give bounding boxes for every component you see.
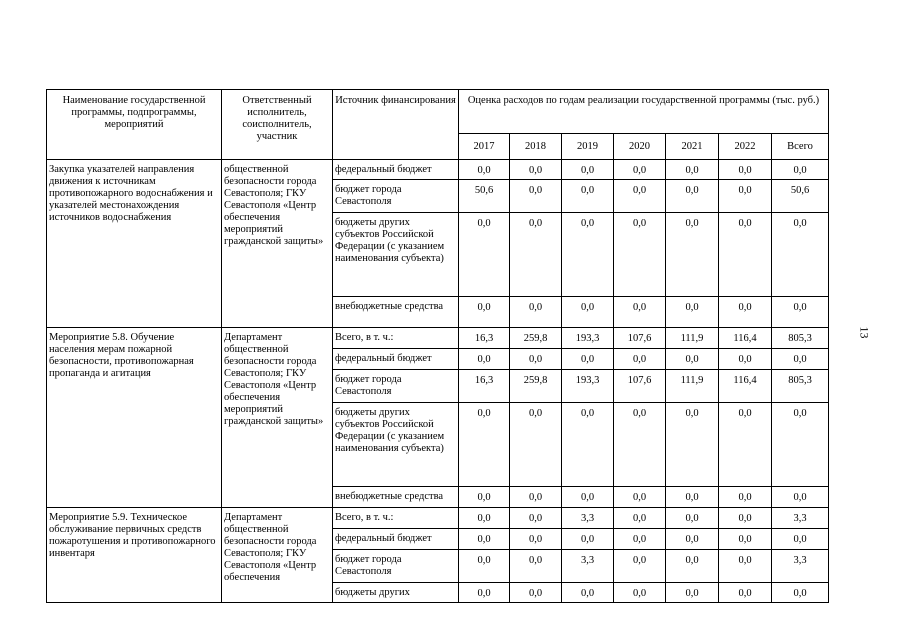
header-expense-estimate: Оценка расходов по годам реализации государственной программы (тыс. руб.) [459, 90, 829, 134]
year-value-cell: 0,0 [562, 403, 614, 487]
year-value-cell: 16,3 [459, 370, 510, 403]
year-value-cell: 0,0 [459, 403, 510, 487]
year-value-cell: 3,3 [562, 508, 614, 529]
year-value-cell: 0,0 [510, 487, 562, 508]
funding-source-cell: внебюджетные средства [333, 297, 459, 328]
year-value-cell: 107,6 [614, 370, 666, 403]
year-value-cell: 0,0 [666, 403, 719, 487]
funding-source-cell: Всего, в т. ч.: [333, 328, 459, 349]
program-name-cell: Мероприятие 5.9. Техническое обслуживание первичных средств пожаротушения и противопожарного инвентаря [47, 508, 222, 603]
year-value-cell: 16,3 [459, 328, 510, 349]
year-value-cell: 0,0 [459, 297, 510, 328]
funding-source-cell: бюджет города Севастополя [333, 180, 459, 213]
total-value-cell: 0,0 [772, 583, 829, 603]
header-year: 2022 [719, 134, 772, 160]
year-value-cell: 0,0 [719, 508, 772, 529]
year-value-cell: 0,0 [719, 550, 772, 583]
executor-cell: общественной безопасности города Севастополя; ГКУ Севастополя «Центр обеспечения мероприятий гражданской защиты» [222, 160, 333, 328]
year-value-cell: 0,0 [510, 508, 562, 529]
funding-source-cell: бюджеты других [333, 583, 459, 603]
year-value-cell: 0,0 [510, 550, 562, 583]
year-value-cell: 0,0 [562, 180, 614, 213]
year-value-cell: 0,0 [459, 349, 510, 370]
funding-source-cell: Всего, в т. ч.: [333, 508, 459, 529]
table-row [47, 160, 829, 180]
year-value-cell: 111,9 [666, 328, 719, 349]
year-value-cell: 0,0 [562, 160, 614, 180]
year-value-cell: 0,0 [666, 180, 719, 213]
year-value-cell: 0,0 [719, 529, 772, 550]
year-value-cell: 116,4 [719, 328, 772, 349]
year-value-cell: 0,0 [666, 583, 719, 603]
year-value-cell: 193,3 [562, 370, 614, 403]
total-value-cell: 0,0 [772, 213, 829, 297]
year-value-cell: 259,8 [510, 370, 562, 403]
header-funding-source: Источник финансирования [333, 90, 459, 160]
header-year: 2018 [510, 134, 562, 160]
header-program-name: Наименование государственной программы, подпрограммы, мероприятий [47, 90, 222, 160]
year-value-cell: 0,0 [614, 297, 666, 328]
year-value-cell: 0,0 [459, 550, 510, 583]
year-value-cell: 0,0 [614, 583, 666, 603]
total-value-cell: 0,0 [772, 160, 829, 180]
funding-source-cell: внебюджетные средства [333, 487, 459, 508]
funding-source-cell: федеральный бюджет [333, 349, 459, 370]
funding-source-cell: бюджет города Севастополя [333, 370, 459, 403]
table-row [47, 508, 829, 529]
year-value-cell: 0,0 [562, 487, 614, 508]
header-executor: Ответственный исполнитель, соисполнитель, участник [222, 90, 333, 160]
year-value-cell: 0,0 [562, 213, 614, 297]
year-value-cell: 0,0 [510, 349, 562, 370]
year-value-cell: 0,0 [459, 160, 510, 180]
year-value-cell: 0,0 [459, 213, 510, 297]
year-value-cell: 0,0 [614, 550, 666, 583]
year-value-cell: 0,0 [614, 180, 666, 213]
total-value-cell: 805,3 [772, 328, 829, 349]
year-value-cell: 0,0 [719, 487, 772, 508]
executor-cell: Департамент общественной безопасности города Севастополя; ГКУ Севастополя «Центр обеспечения мероприятий гражданской защиты» [222, 328, 333, 508]
year-value-cell: 0,0 [614, 529, 666, 550]
year-value-cell: 0,0 [562, 297, 614, 328]
year-value-cell: 0,0 [719, 213, 772, 297]
program-name-cell: Закупка указателей направления движения к источникам противопожарного водоснабжения и указателей местонахождения источников водоснабжения [47, 160, 222, 328]
year-value-cell: 0,0 [510, 160, 562, 180]
total-value-cell: 0,0 [772, 349, 829, 370]
table-row [47, 328, 829, 349]
year-value-cell: 259,8 [510, 328, 562, 349]
year-value-cell: 0,0 [666, 349, 719, 370]
budget-table [46, 89, 829, 603]
total-value-cell: 0,0 [772, 487, 829, 508]
year-value-cell: 0,0 [562, 583, 614, 603]
year-value-cell: 0,0 [719, 297, 772, 328]
total-value-cell: 0,0 [772, 297, 829, 328]
header-year: 2017 [459, 134, 510, 160]
year-value-cell: 0,0 [459, 583, 510, 603]
year-value-cell: 0,0 [666, 550, 719, 583]
year-value-cell: 0,0 [614, 487, 666, 508]
funding-source-cell: бюджеты других субъектов Российской Федерации (с указанием наименования субъекта) [333, 403, 459, 487]
year-value-cell: 0,0 [666, 213, 719, 297]
year-value-cell: 0,0 [510, 180, 562, 213]
year-value-cell: 50,6 [459, 180, 510, 213]
funding-source-cell: бюджет города Севастополя [333, 550, 459, 583]
header-year: 2020 [614, 134, 666, 160]
year-value-cell: 0,0 [459, 529, 510, 550]
year-value-cell: 0,0 [666, 160, 719, 180]
year-value-cell: 0,0 [614, 213, 666, 297]
year-value-cell: 111,9 [666, 370, 719, 403]
total-value-cell: 3,3 [772, 508, 829, 529]
year-value-cell: 0,0 [510, 213, 562, 297]
page-number: 13 [857, 326, 872, 339]
year-value-cell: 107,6 [614, 328, 666, 349]
year-value-cell: 0,0 [562, 349, 614, 370]
year-value-cell: 3,3 [562, 550, 614, 583]
year-value-cell: 0,0 [510, 297, 562, 328]
total-value-cell: 805,3 [772, 370, 829, 403]
year-value-cell: 0,0 [666, 297, 719, 328]
year-value-cell: 0,0 [666, 487, 719, 508]
year-value-cell: 116,4 [719, 370, 772, 403]
year-value-cell: 0,0 [562, 529, 614, 550]
year-value-cell: 0,0 [719, 583, 772, 603]
year-value-cell: 0,0 [459, 508, 510, 529]
year-value-cell: 0,0 [459, 487, 510, 508]
year-value-cell: 0,0 [719, 180, 772, 213]
total-value-cell: 0,0 [772, 529, 829, 550]
executor-cell: Департамент общественной безопасности города Севастополя; ГКУ Севастополя «Центр обеспечения [222, 508, 333, 603]
year-value-cell: 0,0 [719, 349, 772, 370]
header-total: Всего [772, 134, 829, 160]
funding-source-cell: федеральный бюджет [333, 160, 459, 180]
year-value-cell: 0,0 [510, 529, 562, 550]
year-value-cell: 0,0 [510, 583, 562, 603]
year-value-cell: 0,0 [666, 529, 719, 550]
header-year: 2019 [562, 134, 614, 160]
year-value-cell: 0,0 [666, 508, 719, 529]
program-name-cell: Мероприятие 5.8. Обучение населения мерам пожарной безопасности, противопожарная пропаганда и агитация [47, 328, 222, 508]
funding-source-cell: федеральный бюджет [333, 529, 459, 550]
year-value-cell: 0,0 [719, 403, 772, 487]
year-value-cell: 193,3 [562, 328, 614, 349]
year-value-cell: 0,0 [614, 403, 666, 487]
year-value-cell: 0,0 [614, 349, 666, 370]
total-value-cell: 3,3 [772, 550, 829, 583]
total-value-cell: 50,6 [772, 180, 829, 213]
year-value-cell: 0,0 [614, 160, 666, 180]
header-year: 2021 [666, 134, 719, 160]
total-value-cell: 0,0 [772, 403, 829, 487]
funding-source-cell: бюджеты других субъектов Российской Федерации (с указанием наименования субъекта) [333, 213, 459, 297]
year-value-cell: 0,0 [510, 403, 562, 487]
year-value-cell: 0,0 [614, 508, 666, 529]
year-value-cell: 0,0 [719, 160, 772, 180]
